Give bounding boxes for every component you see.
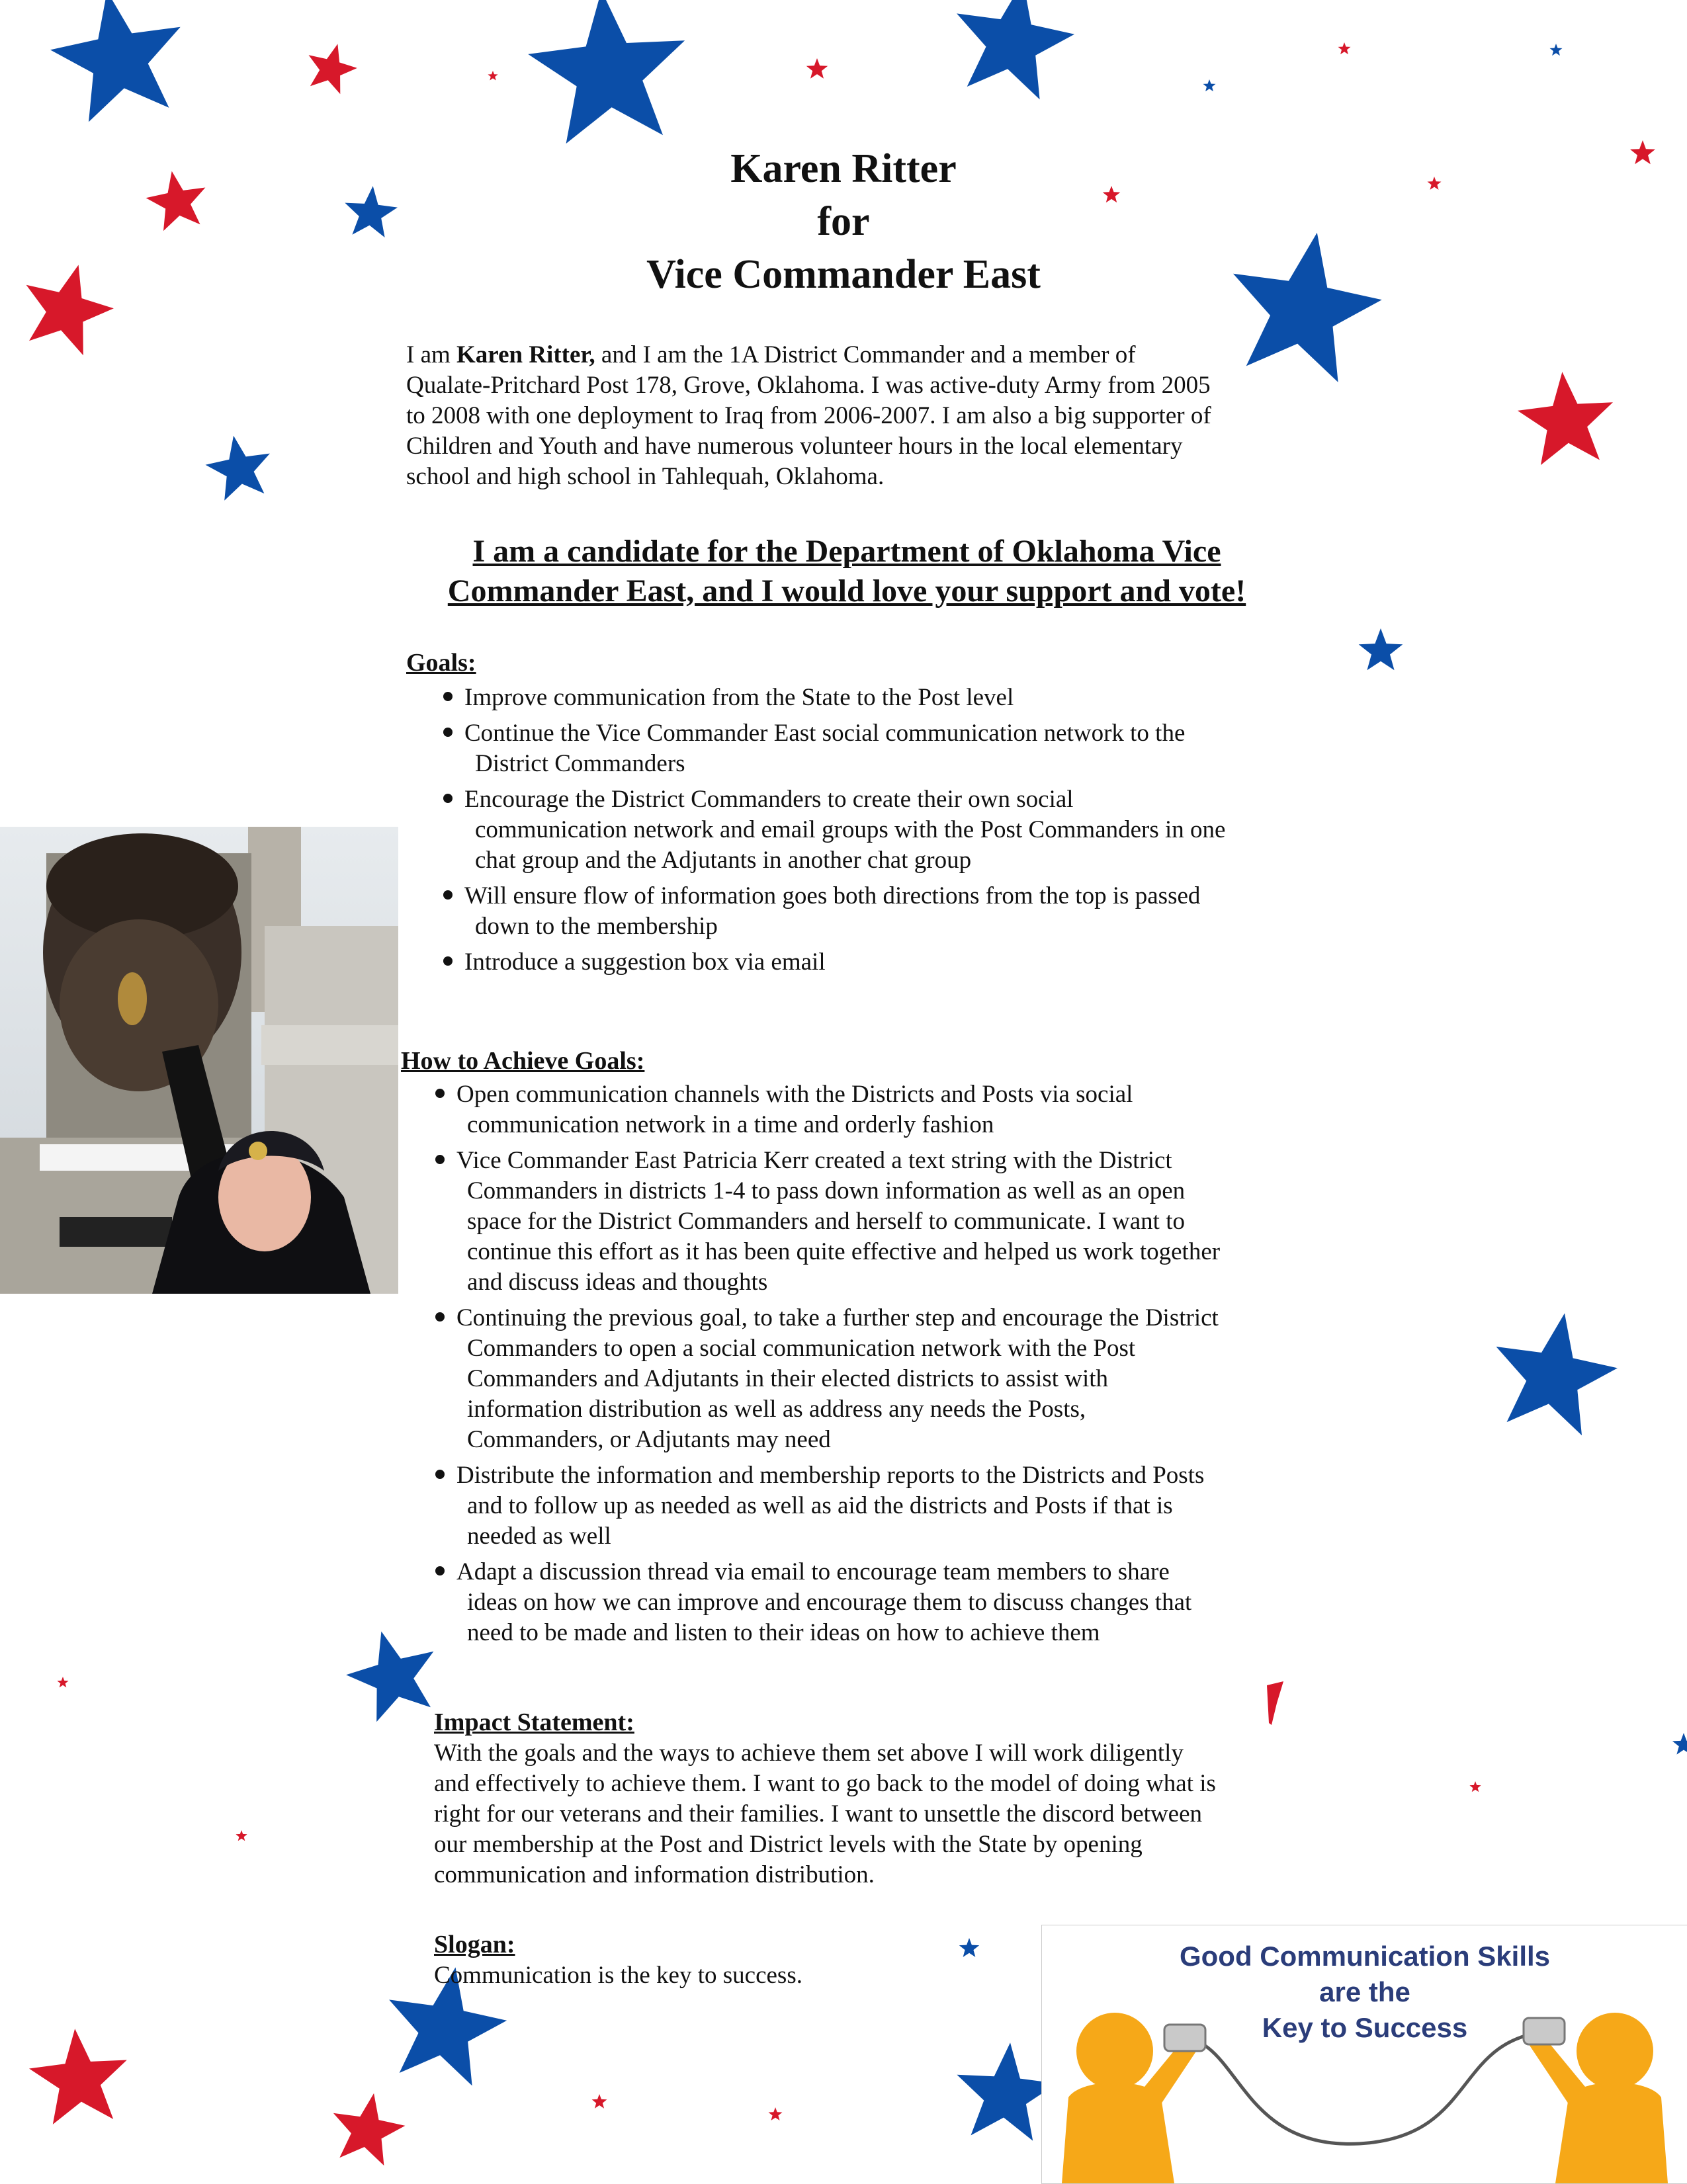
goal-item bbox=[443, 947, 1317, 978]
goals-list bbox=[443, 683, 1317, 983]
intro-line-3: to 2008 with one deployment to Iraq from 2006-2007. I am also a big supporter of bbox=[406, 402, 1211, 429]
star-icon bbox=[1550, 44, 1563, 56]
star-icon bbox=[957, 0, 1074, 99]
candidate-name: Karen Ritter, bbox=[456, 341, 595, 368]
star-icon bbox=[346, 1632, 433, 1722]
graphic-line-2: are the bbox=[1319, 1976, 1410, 2007]
star-icon bbox=[528, 0, 685, 144]
impact-line-5: communication and information distribution. bbox=[434, 1861, 875, 1888]
goal-item bbox=[443, 784, 1317, 876]
goals-heading: Goals: bbox=[406, 649, 476, 677]
impact-line-3: right for our veterans and their families. I want to unsettle the discord between bbox=[434, 1800, 1203, 1827]
achieve-item-text: Continuing the previous goal, to take a further step and encourage the District bbox=[456, 1304, 1219, 1331]
star-icon bbox=[236, 1830, 247, 1841]
star-icon bbox=[206, 436, 270, 501]
graphic-line-3: Key to Success bbox=[1262, 2012, 1468, 2043]
achieve-item-continuation: communication network in a time and orderly fashion bbox=[467, 1111, 994, 1138]
achieve-item-continuation: Commanders to open a social communication network with the Post bbox=[467, 1335, 1136, 1362]
goal-item-text: Continue the Vice Commander East social communication network to the bbox=[464, 720, 1186, 747]
achieve-item-continuation: information distribution as well as address any needs the Posts, bbox=[467, 1396, 1086, 1423]
star-icon bbox=[57, 1677, 68, 1687]
goal-item-continuation: communication network and email groups with the Post Commanders in one bbox=[475, 816, 1226, 843]
star-icon bbox=[1672, 1733, 1687, 1755]
star-icon bbox=[1518, 372, 1613, 465]
achieve-item-text: Distribute the information and membership reports to the Districts and Posts bbox=[456, 1462, 1205, 1489]
achieve-item-text: Adapt a discussion thread via email to encourage team members to share bbox=[456, 1558, 1170, 1585]
impact-line-4: our membership at the Post and District levels with the State by opening bbox=[434, 1831, 1143, 1858]
goal-item-text: Introduce a suggestion box via email bbox=[464, 948, 826, 976]
achieve-item-continuation: continue this effort as it has been quite effective and helped us work together bbox=[467, 1238, 1221, 1265]
impact-paragraph bbox=[434, 1738, 1320, 1890]
title-office: Vice Commander East bbox=[646, 252, 1041, 297]
achieve-item bbox=[435, 1303, 1322, 1455]
achieve-item-continuation: and to follow up as needed as well as aid the districts and Posts if that is bbox=[467, 1492, 1173, 1519]
goal-item-continuation: chat group and the Adjutants in another chat group bbox=[475, 847, 972, 874]
achieve-item bbox=[435, 1460, 1322, 1552]
intro-line-4: Children and Youth and have numerous volunteer hours in the local elementary bbox=[406, 433, 1183, 460]
slogan-text: Communication is the key to success. bbox=[434, 1962, 802, 1989]
achieve-item-continuation: Commanders, or Adjutants may need bbox=[467, 1426, 831, 1453]
star-icon bbox=[309, 44, 357, 94]
title-for: for bbox=[817, 199, 870, 244]
goal-item-continuation: District Commanders bbox=[475, 750, 685, 777]
intro-line-2: Qualate-Pritchard Post 178, Grove, Oklahoma. I was active-duty Army from 2005 bbox=[406, 372, 1211, 399]
star-icon bbox=[29, 2029, 127, 2124]
star-icon bbox=[592, 2094, 607, 2109]
star-icon bbox=[50, 0, 181, 122]
callout-line-2: Commander East, and I would love your support and vote! bbox=[447, 573, 1246, 609]
star-icon bbox=[1338, 42, 1351, 54]
callout-line-1: I am a candidate for the Department of Oklahoma Vice bbox=[472, 534, 1221, 569]
star-icon bbox=[1203, 79, 1216, 91]
intro-paragraph bbox=[406, 340, 1332, 492]
achieve-item bbox=[435, 1557, 1322, 1648]
slogan-heading: Slogan: bbox=[434, 1931, 515, 1958]
achieve-item-text: Vice Commander East Patricia Kerr created a text string with the District bbox=[456, 1147, 1172, 1174]
star-icon bbox=[488, 71, 497, 81]
goal-item-text: Will ensure flow of information goes both directions from the top is passed bbox=[464, 882, 1201, 909]
achieve-item bbox=[435, 1146, 1322, 1298]
achieve-item-continuation: Commanders in districts 1-4 to pass down information as well as an open bbox=[467, 1177, 1186, 1204]
achieve-item-continuation: need to be made and listen to their ideas on how to achieve them bbox=[467, 1619, 1100, 1646]
star-icon bbox=[769, 2107, 783, 2121]
achieve-item-continuation: ideas on how we can improve and encourage them to discuss changes that bbox=[467, 1589, 1192, 1616]
star-icon bbox=[1359, 628, 1403, 670]
achieve-item bbox=[435, 1079, 1322, 1140]
star-icon bbox=[806, 58, 828, 79]
impact-line-2: and effectively to achieve them. I want to go back to the model of doing what is bbox=[434, 1770, 1216, 1797]
goal-item-text: Improve communication from the State to the Post level bbox=[464, 684, 1014, 711]
achieve-item-continuation: and discuss ideas and thoughts bbox=[467, 1269, 768, 1296]
goal-item-continuation: down to the membership bbox=[475, 913, 718, 940]
goal-item-text: Encourage the District Commanders to create their own social bbox=[464, 786, 1074, 813]
graphic-line-1: Good Communication Skills bbox=[1179, 1941, 1551, 1972]
achieve-item-text: Open communication channels with the Districts and Posts via social bbox=[456, 1081, 1133, 1108]
impact-line-1: With the goals and the ways to achieve them set above I will work diligently bbox=[434, 1740, 1184, 1767]
candidate-photo bbox=[0, 827, 398, 1294]
intro-line-5: school and high school in Tahlequah, Oklahoma. bbox=[406, 463, 885, 490]
communication-graphic bbox=[1041, 1925, 1687, 2184]
achieve-item-continuation: needed as well bbox=[467, 1523, 611, 1550]
star-icon bbox=[333, 2093, 406, 2165]
achieve-list bbox=[435, 1079, 1322, 1654]
achieve-item-continuation: space for the District Commanders and herself to communicate. I want to bbox=[467, 1208, 1185, 1235]
impact-heading: Impact Statement: bbox=[434, 1708, 634, 1736]
star-icon bbox=[959, 1938, 979, 1957]
achieve-item-continuation: Commanders and Adjutants in their elected districts to assist with bbox=[467, 1365, 1109, 1392]
achieve-heading: How to Achieve Goals: bbox=[401, 1047, 645, 1075]
goal-item bbox=[443, 718, 1317, 779]
star-icon bbox=[1496, 1314, 1618, 1436]
flag-icon bbox=[1267, 1681, 1283, 1725]
goal-item bbox=[443, 881, 1317, 942]
intro-line-1: I am Karen Ritter, and I am the 1A District Commander and a member of bbox=[406, 341, 1136, 368]
star-icon bbox=[1469, 1781, 1481, 1792]
title-name: Karen Ritter bbox=[730, 146, 957, 191]
goal-item bbox=[443, 683, 1317, 713]
candidacy-callout bbox=[370, 532, 1323, 611]
